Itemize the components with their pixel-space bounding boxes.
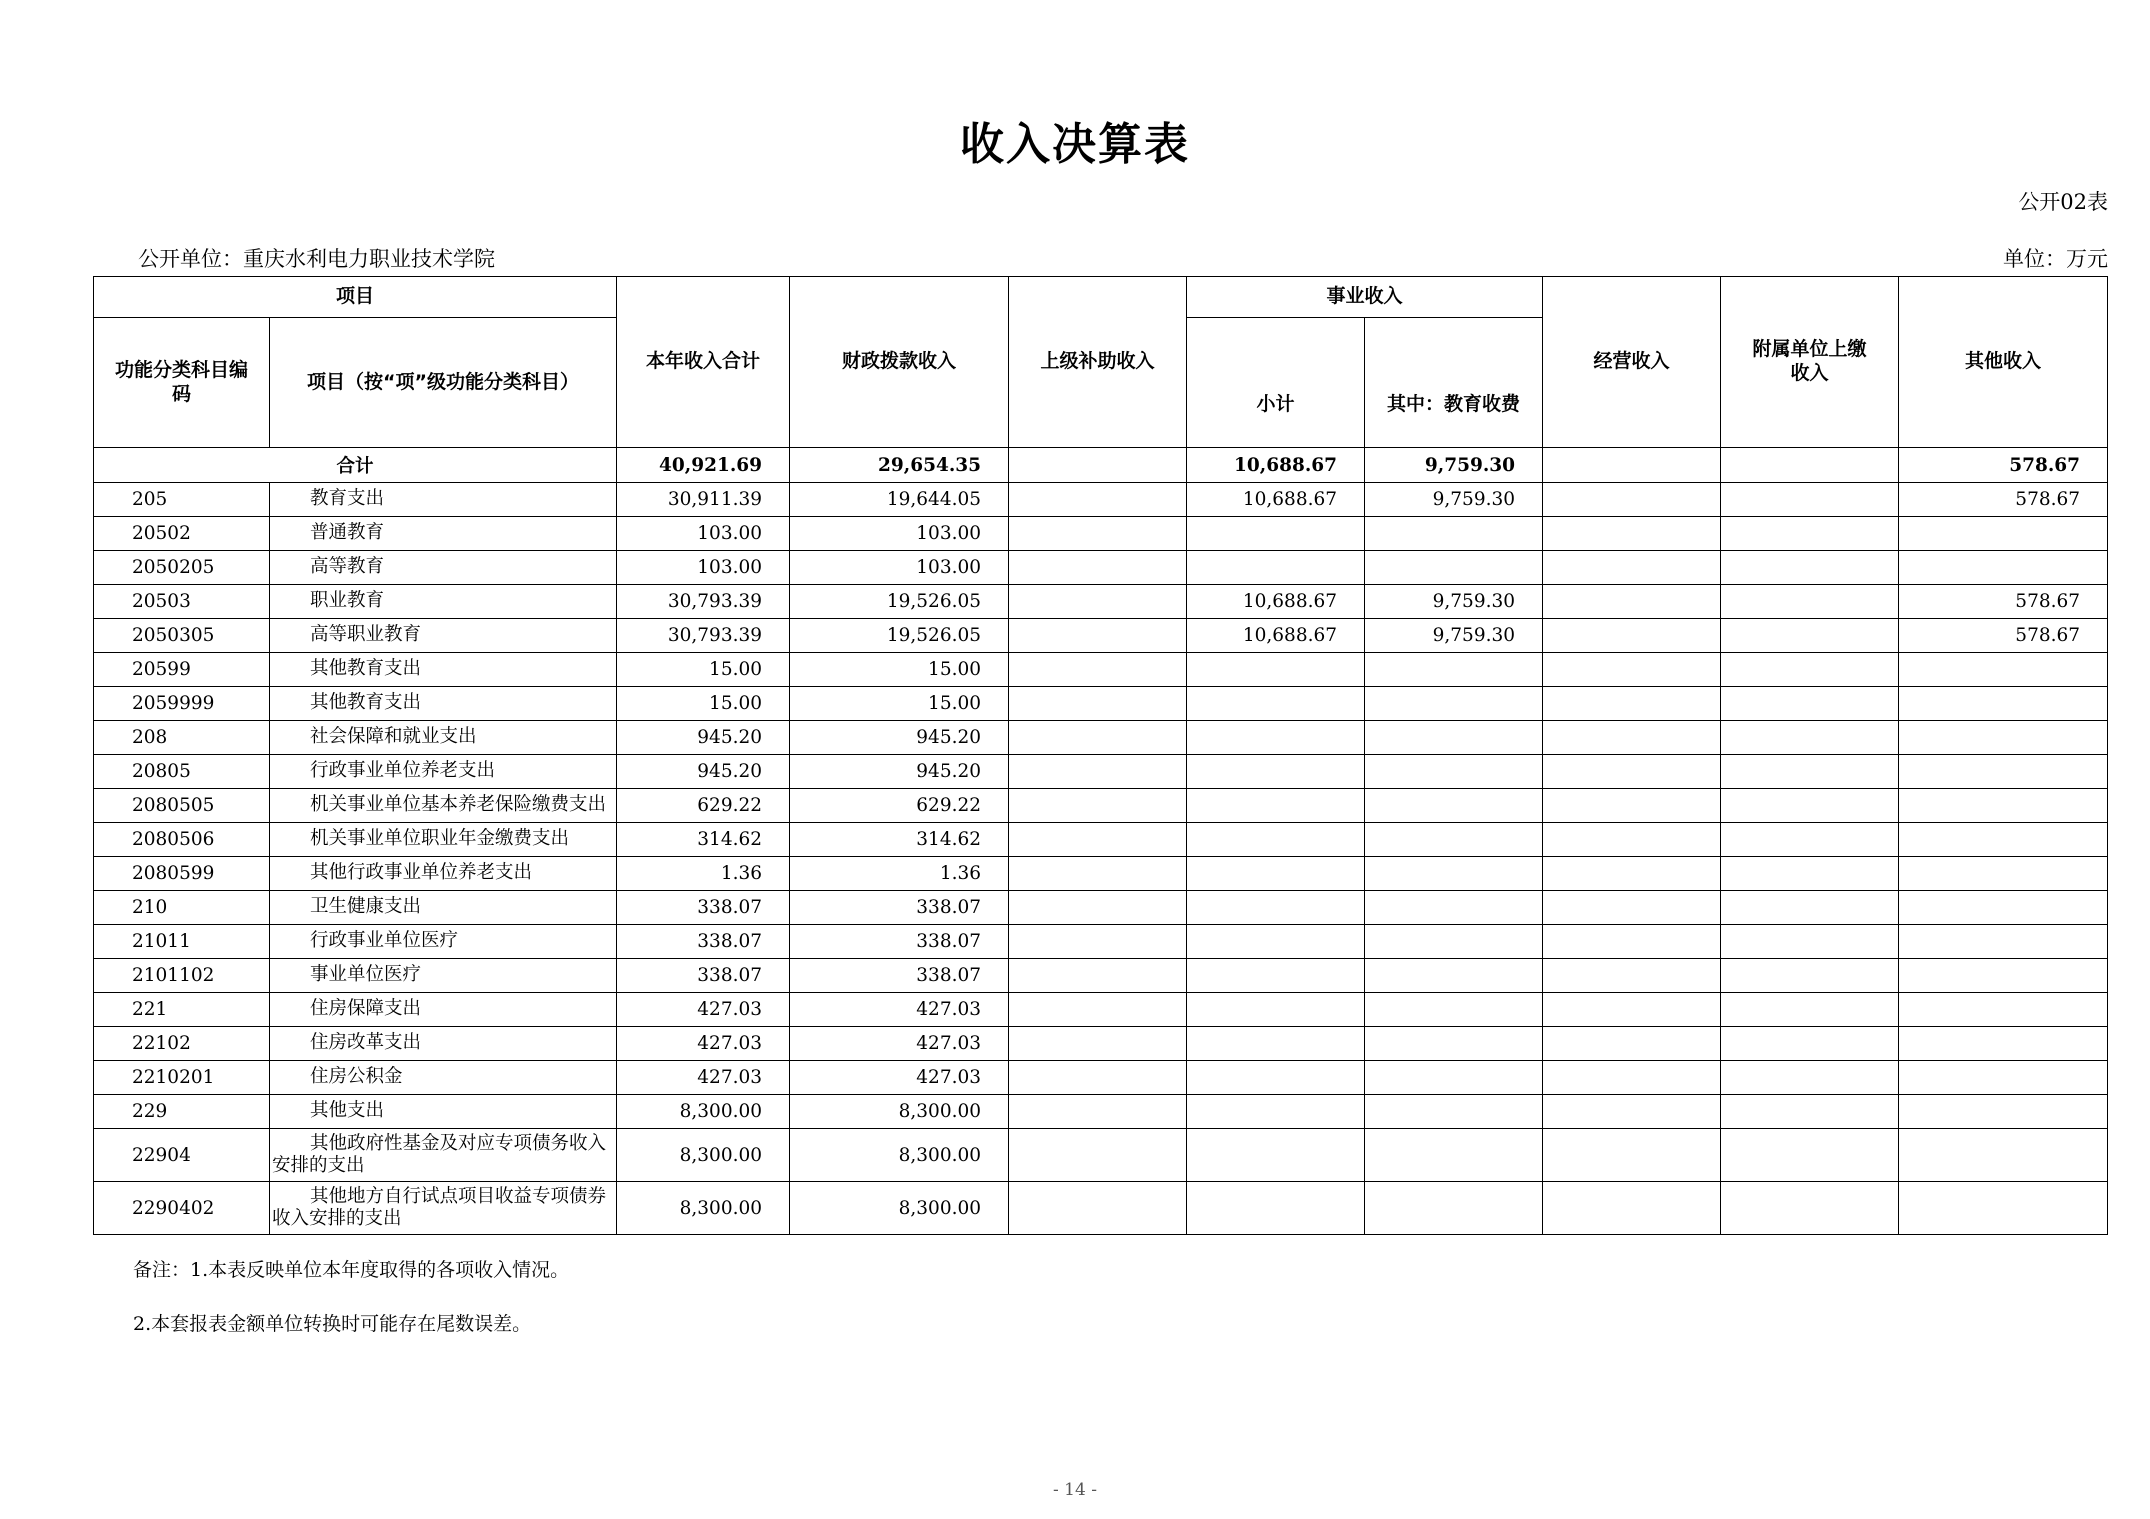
row-operating [1543,585,1721,619]
row-other [1899,1061,2108,1095]
row-name: 事业单位医疗 [270,959,617,993]
row-subtotal [1187,891,1365,925]
row-superior [1009,483,1187,517]
row-other: 578.67 [1899,585,2108,619]
row-operating [1543,857,1721,891]
row-superior [1009,755,1187,789]
row-superior [1009,1182,1187,1235]
note-2: 2.本套报表金额单位转换时可能存在尾数误差。 [133,1313,532,1335]
row-total: 945.20 [617,721,790,755]
header-name: 项目（按“项”级功能分类科目） [270,318,617,448]
table-row [94,789,2108,823]
header-item-group: 项目 [94,277,617,318]
row-total: 338.07 [617,959,790,993]
total-superior [1009,448,1187,483]
row-affiliated [1721,857,1899,891]
table-row [94,721,2108,755]
row-affiliated [1721,585,1899,619]
row-operating [1543,721,1721,755]
row-other [1899,857,2108,891]
row-affiliated [1721,551,1899,585]
row-code: 20805 [94,755,270,789]
row-subtotal: 10,688.67 [1187,483,1365,517]
page-number: - 14 - [1053,1480,1097,1500]
header-edu-fee: 其中：教育收费 [1365,318,1543,448]
row-edu-fee [1365,993,1543,1027]
row-subtotal [1187,653,1365,687]
row-code: 2080599 [94,857,270,891]
row-edu-fee [1365,891,1543,925]
row-operating [1543,755,1721,789]
row-total: 30,911.39 [617,483,790,517]
note-1: 备注：1.本表反映单位本年度取得的各项收入情况。 [133,1259,570,1281]
header-business-group: 事业收入 [1187,277,1543,318]
table-row [94,993,2108,1027]
row-operating [1543,789,1721,823]
row-affiliated [1721,993,1899,1027]
row-affiliated [1721,1061,1899,1095]
row-name: 社会保障和就业支出 [270,721,617,755]
row-superior [1009,551,1187,585]
row-name: 卫生健康支出 [270,891,617,925]
row-name: 行政事业单位医疗 [270,925,617,959]
row-total: 1.36 [617,857,790,891]
row-affiliated [1721,891,1899,925]
row-name: 行政事业单位养老支出 [270,755,617,789]
row-code: 2290402 [94,1182,270,1235]
row-fiscal: 338.07 [790,925,1009,959]
row-total: 30,793.39 [617,585,790,619]
table-row [94,1061,2108,1095]
row-code: 2050305 [94,619,270,653]
table-row [94,755,2108,789]
row-affiliated [1721,959,1899,993]
row-edu-fee [1365,959,1543,993]
row-code: 2080505 [94,789,270,823]
row-affiliated [1721,619,1899,653]
table-row [94,823,2108,857]
row-affiliated [1721,483,1899,517]
row-affiliated [1721,721,1899,755]
row-other [1899,823,2108,857]
row-superior [1009,823,1187,857]
row-superior [1009,1027,1187,1061]
total-fiscal: 29,654.35 [790,448,1009,483]
row-other [1899,993,2108,1027]
row-fiscal: 314.62 [790,823,1009,857]
row-edu-fee [1365,551,1543,585]
row-other [1899,551,2108,585]
row-total: 30,793.39 [617,619,790,653]
row-affiliated [1721,653,1899,687]
row-subtotal [1187,857,1365,891]
row-operating [1543,687,1721,721]
row-affiliated [1721,823,1899,857]
row-subtotal [1187,687,1365,721]
header-total: 本年收入合计 [617,277,790,448]
row-operating [1543,891,1721,925]
row-affiliated [1721,517,1899,551]
table-row [94,1027,2108,1061]
row-operating [1543,1061,1721,1095]
row-total: 15.00 [617,653,790,687]
row-fiscal: 103.00 [790,551,1009,585]
row-edu-fee [1365,857,1543,891]
row-other [1899,789,2108,823]
total-row [94,448,2108,483]
row-subtotal [1187,789,1365,823]
total-affiliated [1721,448,1899,483]
row-name: 机关事业单位职业年金缴费支出 [270,823,617,857]
row-other [1899,1182,2108,1235]
page-title: 收入决算表 [960,119,1190,170]
row-fiscal: 15.00 [790,687,1009,721]
row-other: 578.67 [1899,619,2108,653]
row-other [1899,1129,2108,1182]
table-row [94,551,2108,585]
row-operating [1543,1095,1721,1129]
form-number: 公开02表 [2018,190,2108,214]
row-other [1899,959,2108,993]
row-edu-fee [1365,1027,1543,1061]
row-total: 103.00 [617,517,790,551]
row-edu-fee [1365,653,1543,687]
row-code: 20502 [94,517,270,551]
row-operating [1543,925,1721,959]
row-code: 2059999 [94,687,270,721]
row-operating [1543,619,1721,653]
income-table [93,276,2108,1235]
row-fiscal: 19,644.05 [790,483,1009,517]
row-fiscal: 629.22 [790,789,1009,823]
row-superior [1009,993,1187,1027]
row-total: 629.22 [617,789,790,823]
row-edu-fee [1365,1095,1543,1129]
row-name: 其他政府性基金及对应专项债务收入安排的支出 [270,1129,617,1182]
row-subtotal [1187,1061,1365,1095]
row-superior [1009,891,1187,925]
row-edu-fee [1365,823,1543,857]
row-subtotal: 10,688.67 [1187,585,1365,619]
row-total: 427.03 [617,1061,790,1095]
row-code: 21011 [94,925,270,959]
row-superior [1009,721,1187,755]
total-subtotal: 10,688.67 [1187,448,1365,483]
row-other [1899,1027,2108,1061]
row-affiliated [1721,789,1899,823]
row-operating [1543,959,1721,993]
row-edu-fee [1365,1061,1543,1095]
row-edu-fee [1365,1182,1543,1235]
row-fiscal: 103.00 [790,517,1009,551]
row-operating [1543,517,1721,551]
table-row [94,619,2108,653]
table-row [94,891,2108,925]
row-superior [1009,857,1187,891]
row-subtotal [1187,993,1365,1027]
row-superior [1009,1061,1187,1095]
row-other [1899,653,2108,687]
header-code: 功能分类科目编码 [94,318,270,448]
row-subtotal [1187,517,1365,551]
row-total: 314.62 [617,823,790,857]
row-subtotal [1187,1129,1365,1182]
row-affiliated [1721,1182,1899,1235]
row-total: 8,300.00 [617,1129,790,1182]
row-subtotal [1187,959,1365,993]
row-name: 高等教育 [270,551,617,585]
row-other [1899,891,2108,925]
row-operating [1543,1027,1721,1061]
row-fiscal: 8,300.00 [790,1095,1009,1129]
row-code: 20599 [94,653,270,687]
table-row [94,1095,2108,1129]
row-total: 15.00 [617,687,790,721]
row-name: 其他地方自行试点项目收益专项债券收入安排的支出 [270,1182,617,1235]
total-operating [1543,448,1721,483]
row-edu-fee: 9,759.30 [1365,483,1543,517]
row-other [1899,1095,2108,1129]
row-superior [1009,517,1187,551]
row-name: 其他教育支出 [270,653,617,687]
row-other [1899,925,2108,959]
header-superior: 上级补助收入 [1009,277,1187,448]
row-fiscal: 945.20 [790,755,1009,789]
row-total: 945.20 [617,755,790,789]
row-operating [1543,551,1721,585]
row-total: 338.07 [617,891,790,925]
row-code: 2050205 [94,551,270,585]
row-edu-fee [1365,925,1543,959]
row-name: 职业教育 [270,585,617,619]
row-fiscal: 15.00 [790,653,1009,687]
row-edu-fee [1365,687,1543,721]
row-superior [1009,1129,1187,1182]
row-total: 427.03 [617,993,790,1027]
row-fiscal: 338.07 [790,959,1009,993]
row-fiscal: 338.07 [790,891,1009,925]
row-code: 221 [94,993,270,1027]
row-edu-fee: 9,759.30 [1365,619,1543,653]
table-row [94,857,2108,891]
row-code: 2080506 [94,823,270,857]
row-code: 2101102 [94,959,270,993]
row-edu-fee [1365,755,1543,789]
row-superior [1009,789,1187,823]
row-edu-fee [1365,1129,1543,1182]
row-name: 其他教育支出 [270,687,617,721]
row-total: 103.00 [617,551,790,585]
row-subtotal [1187,1095,1365,1129]
row-fiscal: 8,300.00 [790,1182,1009,1235]
table-row [94,1129,2108,1182]
row-subtotal [1187,755,1365,789]
total-label: 合计 [94,448,617,483]
row-edu-fee: 9,759.30 [1365,585,1543,619]
header-operating: 经营收入 [1543,277,1721,448]
row-superior [1009,959,1187,993]
row-subtotal [1187,1027,1365,1061]
row-superior [1009,1095,1187,1129]
row-code: 20503 [94,585,270,619]
total-edu-fee: 9,759.30 [1365,448,1543,483]
total-other: 578.67 [1899,448,2108,483]
row-affiliated [1721,755,1899,789]
row-name: 机关事业单位基本养老保险缴费支出 [270,789,617,823]
row-affiliated [1721,1095,1899,1129]
row-superior [1009,925,1187,959]
table-row [94,959,2108,993]
table-row [94,1182,2108,1235]
row-affiliated [1721,1129,1899,1182]
row-total: 427.03 [617,1027,790,1061]
row-other [1899,755,2108,789]
row-code: 205 [94,483,270,517]
header-fiscal: 财政拨款收入 [790,277,1009,448]
row-superior [1009,619,1187,653]
row-code: 208 [94,721,270,755]
row-name: 其他行政事业单位养老支出 [270,857,617,891]
row-code: 229 [94,1095,270,1129]
row-edu-fee [1365,789,1543,823]
row-code: 22102 [94,1027,270,1061]
total-total: 40,921.69 [617,448,790,483]
row-edu-fee [1365,721,1543,755]
row-total: 338.07 [617,925,790,959]
row-fiscal: 427.03 [790,1027,1009,1061]
reporting-unit: 公开单位：重庆水利电力职业技术学院 [138,247,495,271]
row-affiliated [1721,687,1899,721]
row-subtotal [1187,721,1365,755]
row-name: 高等职业教育 [270,619,617,653]
row-superior [1009,585,1187,619]
row-operating [1543,823,1721,857]
table-row [94,483,2108,517]
row-operating [1543,653,1721,687]
row-name: 住房改革支出 [270,1027,617,1061]
row-code: 2210201 [94,1061,270,1095]
table-row [94,517,2108,551]
row-operating [1543,1129,1721,1182]
row-other [1899,721,2108,755]
header-other: 其他收入 [1899,277,2108,448]
row-affiliated [1721,1027,1899,1061]
row-superior [1009,653,1187,687]
row-subtotal [1187,925,1365,959]
row-fiscal: 19,526.05 [790,585,1009,619]
row-name: 住房公积金 [270,1061,617,1095]
row-name: 住房保障支出 [270,993,617,1027]
header-affiliated: 附属单位上缴收入 [1721,277,1899,448]
currency-unit: 单位：万元 [2003,247,2108,271]
row-operating [1543,1182,1721,1235]
row-fiscal: 945.20 [790,721,1009,755]
row-code: 210 [94,891,270,925]
row-name: 教育支出 [270,483,617,517]
table-row [94,925,2108,959]
row-fiscal: 427.03 [790,1061,1009,1095]
row-subtotal [1187,823,1365,857]
row-operating [1543,483,1721,517]
row-fiscal: 1.36 [790,857,1009,891]
table-row [94,687,2108,721]
row-edu-fee [1365,517,1543,551]
row-name: 其他支出 [270,1095,617,1129]
row-total: 8,300.00 [617,1182,790,1235]
row-subtotal [1187,1182,1365,1235]
row-superior [1009,687,1187,721]
row-operating [1543,993,1721,1027]
table-row [94,653,2108,687]
row-other [1899,517,2108,551]
row-fiscal: 427.03 [790,993,1009,1027]
row-total: 8,300.00 [617,1095,790,1129]
row-subtotal: 10,688.67 [1187,619,1365,653]
row-fiscal: 8,300.00 [790,1129,1009,1182]
row-subtotal [1187,551,1365,585]
row-code: 22904 [94,1129,270,1182]
row-other: 578.67 [1899,483,2108,517]
row-other [1899,687,2108,721]
row-name: 普通教育 [270,517,617,551]
table-row [94,585,2108,619]
row-affiliated [1721,925,1899,959]
row-fiscal: 19,526.05 [790,619,1009,653]
header-subtotal: 小计 [1187,318,1365,448]
